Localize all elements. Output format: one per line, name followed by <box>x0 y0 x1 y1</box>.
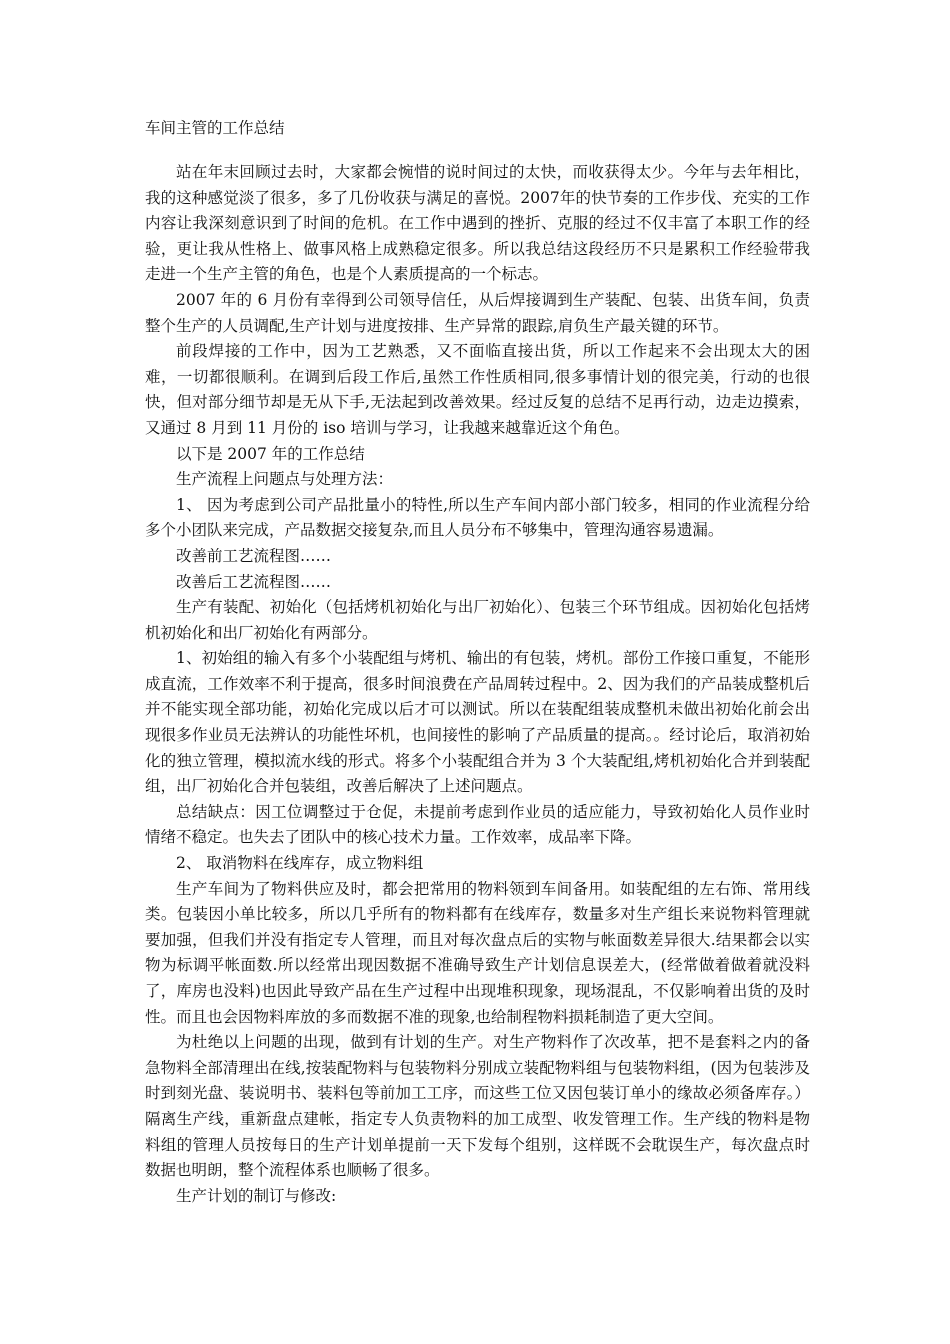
paragraph-plan-heading: 生产计划的制订与修改: <box>176 1186 337 1205</box>
paragraph-item-1: 1、 因为考虑到公司产品批量小的特性,所以生产车间内部小部门较多，相同的作业流程分给多个小团队来完成，产品数据交接复杂,而且人员分布不够集中，管理沟通容易遗漏。 <box>145 495 810 540</box>
paragraph-intro: 站在年末回顾过去时，大家都会惋惜的说时间过的太快，而收获得太少。今年与去年相比，我的这种感觉淡了很多，多了几份收获与满足的喜悦。2007年的快节奏的工作步伐、充实的工作内容让我深刻意识到了时间的危机。在工作中遇到的挫折、克服的经过不仅丰富了本职工作的经验，更让我从性格上、做事风格上成熟稳定很多。所以我总结这段经历不只是累积工作经验带我走进一个生产主管的角色，也是个人素质提高的一个标志。 <box>145 163 810 284</box>
paragraph-material-stock: 生产车间为了物料供应及时，都会把常用的物料领到车间备用。如装配组的左右饰、常用线类。包装因小单比较多，所以几乎所有的物料都有在线库存，数量多对生产组长来说物料管理就要加强，但我们并没有指定专人管理，而且对每次盘点后的实物与帐面数差异很大.结果都会以实物为标调平帐面数.所以经常出现因数据不准确导致生产计划信息误差大，(经常做着做着就没料了，库房也没料)也因此导致产品在生产过程中出现堆积现象，现场混乱，不仅影响着出货的及时性。而且也会因物料库放的多而数据不准的现象,也给制程物料损耗制造了更大空间。 <box>145 879 810 1026</box>
paragraph-shortcomings: 总结缺点：因工位调整过于仓促，未提前考虑到作业员的适应能力，导致初始化人员作业时情绪不稳定。也失去了团队中的核心技术力量。工作效率，成品率下降。 <box>145 802 810 847</box>
paragraph-section-heading: 生产流程上问题点与处理方法： <box>176 470 394 489</box>
paragraph-item-2: 2、 取消物料在线库存，成立物料组 <box>176 854 424 873</box>
paragraph-material-reform: 为杜绝以上问题的出现，做到有计划的生产。对生产物料作了次改革，把不是套料之内的备急物料全部清理出在线,按装配物料与包装物料分别成立装配物料组与包装物料组，(因为包装涉及时到刻光盘、装说明书、装料包等前加工工序，而这些工位又因包装订单小的缘故必须备库存。）隔离生产线，重新盘点建帐，指定专人负责物料的加工成型、收发管理工作。生产线的物料是物料组的管理人员按每日的生产计划单提前一天下发每个组别，这样既不会耽误生产，每次盘点时数据也明朗，整个流程体系也顺畅了很多。 <box>145 1033 810 1180</box>
paragraph-production-stages: 生产有装配、初始化（包括烤机初始化与出厂初始化）、包装三个环节组成。因初始化包括烤机初始化和出厂初始化有两部分。 <box>145 598 810 642</box>
paragraph-adjustment: 前段焊接的工作中，因为工艺熟悉，又不面临直接出货，所以工作起来不会出现太大的困难，一切都很顺利。在调到后段工作后,虽然工作性质相同,很多事情计划的很完美，行动的也很快，但对部分细节却是无从下手,无法起到改善效果。经过反复的总结不足再行动，边走边摸索，又通过 8 月到 11 月份的 iso 培训与学习，让我越来越靠近这个角色。 <box>145 342 810 437</box>
paragraph-init-group: 1、初始组的输入有多个小装配组与烤机、输出的有包装，烤机。部份工作接口重复，不能形成直流，工作效率不利于提高，很多时间浪费在产品周转过程中。2、因为我们的产品装成整机后并不能实现全部功能，初始化完成以后才可以测试。所以在装配组装成整机未做出初始化前会出现很多作业员无法辨认的功能性坏机，也间接性的影响了产品质量的提高。。经讨论后，取消初始化的独立管理，模拟流水线的形式。将多个小装配组合并为 3 个大装配组,烤机初始化合并到装配组，出厂初始化合并包装组，改善后解决了上述问题点。 <box>145 649 810 796</box>
document-title: 车间主管的工作总结 <box>145 119 285 137</box>
paragraph-summary-heading: 以下是 2007 年的工作总结 <box>176 444 365 463</box>
paragraph-flow-after: 改善后工艺流程图…… <box>176 572 332 591</box>
document-body <box>145 160 810 1209</box>
paragraph-transfer: 2007 年的 6 月份有幸得到公司领导信任，从后焊接调到生产装配、包装、出货车间，负责整个生产的人员调配,生产计划与进度按排、生产异常的跟踪,肩负生产最关键的环节。 <box>145 290 810 335</box>
paragraph-flow-before: 改善前工艺流程图…… <box>176 546 332 565</box>
